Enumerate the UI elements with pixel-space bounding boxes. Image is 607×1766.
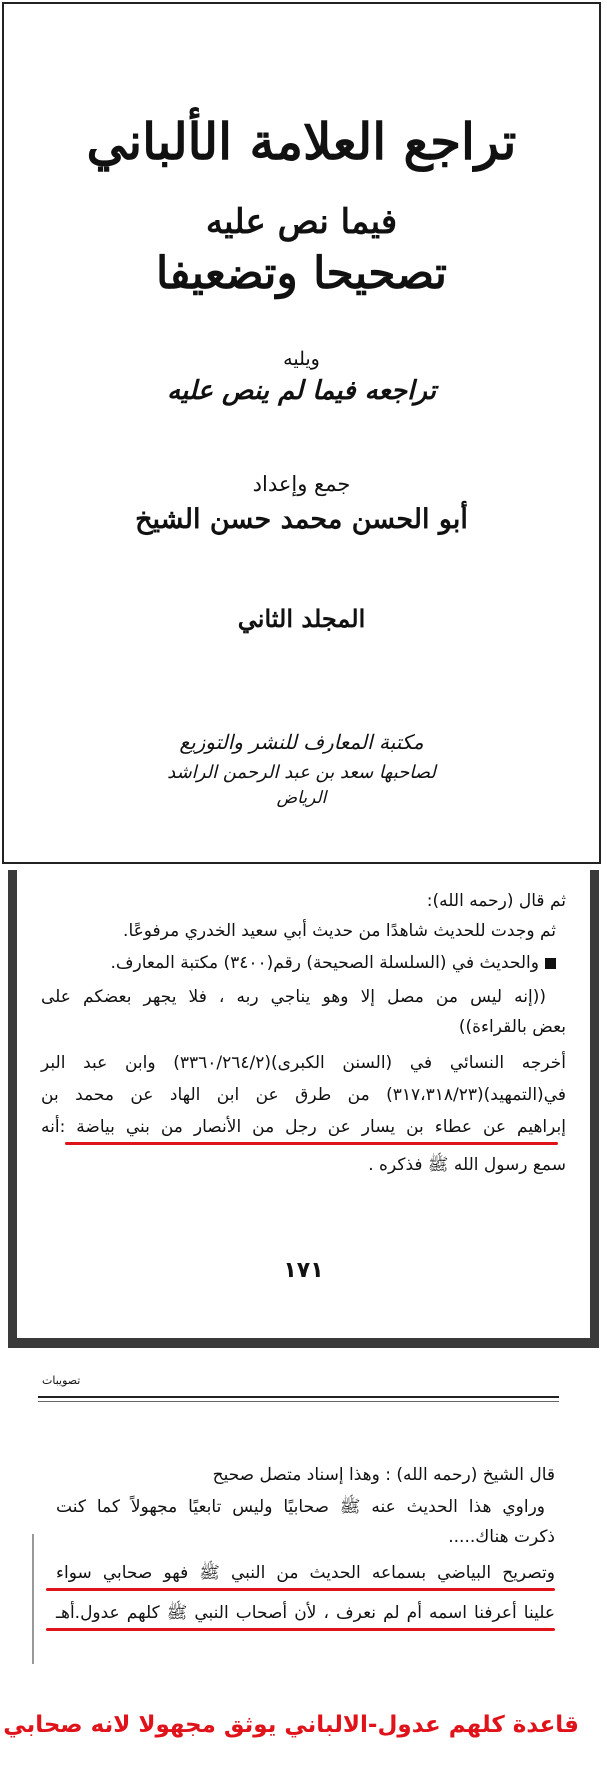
text-line-highlighted: إبراهيم عن عطاء بن يسار عن رجل من الأنصار من بني بياضة :أنه [41,1117,566,1137]
text-line [41,952,556,974]
text-line: ذكرت هناك..... [448,1527,555,1547]
page-171-scan [8,870,599,1348]
cover-secondary-title: تراجعه فيما لم ينص عليه [167,376,436,406]
corrections-page-scan [3,1356,599,1766]
text-line: أخرجه النسائي في (السنن الكبرى)(٣٣٦٠/٢٦٤/٢) وابن عبد البر [41,1053,566,1073]
text-line-highlighted: وتصريح البياضي بسماعه الحديث من النبي ﷺ فهو صحابي سواء [56,1563,555,1583]
text-line: ((إنه ليس من مصل إلا وهو يناجي ربه ، فلا يجهر بعضكم على [41,987,546,1007]
header-rule-thin [38,1401,559,1402]
text-line: قال الشيخ (رحمه الله) : وهذا إسناد متصل صحيح [212,1465,555,1485]
cover-and-follows: ويليه [283,348,320,370]
cover-title: تراجع العلامة الألباني [86,112,517,171]
text-line: بعض بالقراءة)) [458,1017,566,1037]
cover-author: أبو الحسن محمد حسن الشيخ [135,504,468,535]
red-underline [46,1588,555,1591]
square-bullet-icon [545,958,556,969]
text-line-highlighted: علينا أعرفنا اسمه أم لم نعرف ، لأن أصحاب النبي ﷺ كلهم عدول.أهـ [56,1603,555,1623]
cover-volume: المجلد الثاني [237,604,366,633]
cover-subtitle-2: تصحيحا وتضعيفا [155,248,448,299]
cover-owner: لصاحبها سعد بن عبد الرحمن الراشد [167,762,436,783]
book-cover [2,2,601,864]
text-line: في(التمهيد)(٣١٧،٣١٨/٢٣) من طرق عن ابن الهاد عن محمد بن [41,1085,566,1105]
header-rule [38,1396,559,1398]
page-number: ١٧١ [283,1258,324,1283]
annotation-caption: قاعدة كلهم عدول-الالباني يوثق مجهولا لانه صحابي [3,1712,579,1738]
cover-subtitle-1: فيما نص عليه [205,202,398,242]
cover-city: الرياض [276,788,327,808]
text-line-content: والحديث في (السلسلة الصحيحة) رقم(٣٤٠٠) مكتبة المعارف. [110,953,539,973]
text-line: ثم قال (رحمه الله): [426,891,566,911]
cover-publisher: مكتبة المعارف للنشر والتوزيع [179,730,424,754]
margin-mark [32,1534,34,1664]
red-underline [46,1628,555,1631]
running-header: تصويبات [42,1374,81,1387]
cover-compiled-label: جمع وإعداد [252,472,351,496]
text-line: ثم وجدت للحديث شاهدًا من حديث أبي سعيد الخدري مرفوعًا. [123,921,556,941]
text-line: وراوي هذا الحديث عنه ﷺ صحابيًا وليس تابعيًا مجهولاً كما كنت [56,1497,545,1517]
text-line: سمع رسول الله ﷺ فذكره . [368,1155,566,1175]
red-underline [65,1142,558,1145]
